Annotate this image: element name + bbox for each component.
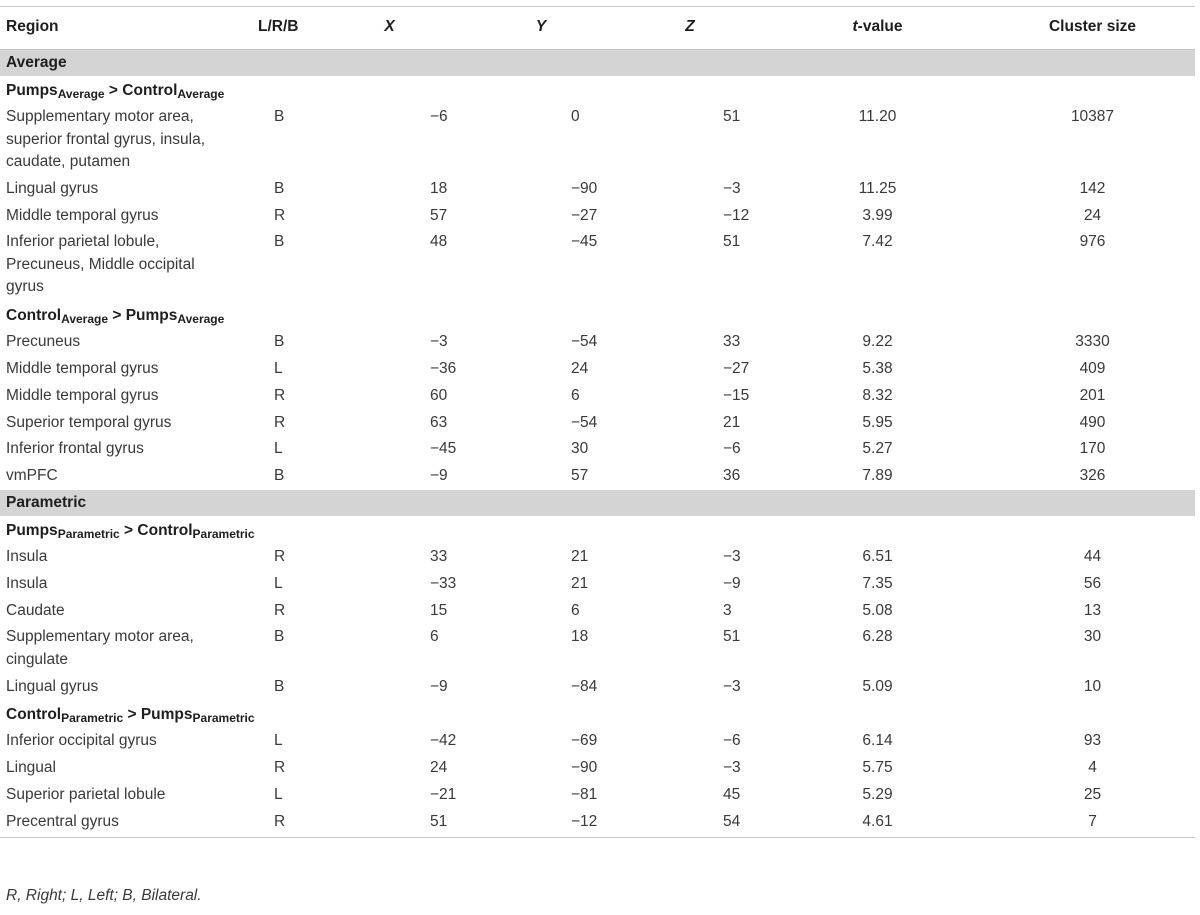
- cell-region: Insula: [6, 574, 48, 592]
- cell-x: −3: [430, 333, 448, 351]
- cell-lrb: R: [274, 547, 286, 565]
- contrast-operator: >: [108, 307, 126, 325]
- col-header-region: Region: [6, 17, 59, 35]
- cell-t-value: 5.75: [862, 759, 893, 777]
- cell-cluster-size: 7: [990, 809, 1195, 838]
- cell-lrb: B: [274, 333, 285, 351]
- cell-cluster-size: 24: [1083, 206, 1102, 224]
- cell-z: −15: [723, 386, 750, 404]
- cell-t-value: 6.51: [862, 547, 893, 565]
- table-row: [0, 728, 1195, 755]
- cell-cluster-size: 30: [1083, 628, 1102, 646]
- cell-x: 48: [430, 233, 448, 251]
- cell-cluster-size: 25: [1083, 786, 1102, 804]
- cell-z: 3: [723, 601, 732, 619]
- cell-y: −69: [571, 732, 598, 750]
- cell-lrb: R: [274, 759, 286, 777]
- cell-region: Insula: [6, 547, 48, 565]
- section-row: [0, 50, 1195, 77]
- cell-region: Inferior parietal lobule, Precuneus, Middle occipital gyrus: [6, 233, 195, 296]
- table-row: [0, 571, 1195, 598]
- col-header-t-italic: t: [852, 17, 858, 35]
- cell-t-value: 11.25: [858, 179, 897, 197]
- cell-x: −45: [430, 440, 457, 458]
- cell-y: −45: [571, 233, 598, 251]
- table-row: [0, 329, 1195, 356]
- cell-z: −6: [723, 440, 741, 458]
- cell-x: 57: [430, 206, 448, 224]
- contrast-operator: >: [123, 706, 141, 724]
- cell-y: −54: [571, 333, 598, 351]
- cell-region: Caudate: [6, 601, 65, 619]
- cell-y: 0: [571, 108, 580, 125]
- contrast-label: [0, 700, 1195, 728]
- cell-t-value: 5.95: [862, 413, 893, 431]
- cell-region: Lingual gyrus: [6, 179, 99, 197]
- cell-z: 33: [723, 333, 741, 351]
- table-row: [0, 809, 1195, 838]
- cell-x: −33: [430, 574, 457, 592]
- contrast-a: Control: [6, 307, 62, 325]
- cell-t-value: 6.14: [862, 732, 893, 750]
- contrast-a: Pumps: [6, 521, 58, 539]
- contrast-row: [0, 301, 1195, 329]
- cell-cluster-size: 10: [1083, 677, 1102, 695]
- cell-z: −12: [723, 206, 750, 224]
- section-label: Parametric: [0, 490, 1195, 516]
- contrast-label: [0, 301, 1195, 329]
- cell-z: 51: [723, 628, 741, 646]
- cell-cluster-size: 10387: [1070, 108, 1115, 125]
- cell-region: Middle temporal gyrus: [6, 386, 159, 404]
- cell-y: −54: [571, 413, 598, 431]
- cell-y: −84: [571, 677, 598, 695]
- cell-region: Superior parietal lobule: [6, 786, 166, 804]
- contrast-b-sub: Average: [177, 312, 225, 327]
- table-footnote: R, Right; L, Left; B, Bilateral.: [6, 887, 202, 904]
- cell-t-value: 9.22: [862, 333, 893, 351]
- cell-region: Supplementary motor area, cingulate: [6, 628, 194, 668]
- cell-z: −9: [723, 574, 741, 592]
- cell-x: 60: [430, 386, 448, 404]
- cell-cluster-size: 170: [1079, 440, 1106, 458]
- cell-t-value: 7.35: [862, 574, 893, 592]
- contrast-a-sub: Average: [57, 87, 105, 101]
- cell-x: 63: [430, 413, 448, 431]
- contrast-b: Pumps: [140, 706, 193, 724]
- cell-y: 21: [571, 574, 589, 592]
- cell-region: Middle temporal gyrus: [6, 359, 159, 377]
- col-header-x: X: [384, 17, 395, 35]
- cell-lrb: B: [274, 628, 285, 646]
- cell-z: 36: [723, 467, 741, 485]
- cell-lrb: B: [274, 179, 285, 197]
- contrast-b-sub: Average: [177, 87, 225, 101]
- header-row: [0, 7, 1195, 50]
- cell-lrb: L: [274, 359, 283, 377]
- cell-t-value: 3.99: [862, 206, 893, 224]
- cell-z: −3: [723, 547, 741, 565]
- cell-region: vmPFC: [6, 467, 58, 485]
- col-header-cluster-size: Cluster size: [1048, 17, 1136, 35]
- table-row: [0, 674, 1195, 701]
- contrast-operator: >: [104, 82, 123, 99]
- cell-cluster-size: 13: [1083, 601, 1102, 619]
- section-row: [0, 490, 1195, 516]
- col-header-z: Z: [685, 17, 695, 35]
- cell-cluster-size: 142: [1079, 179, 1106, 197]
- table-row: [0, 544, 1195, 571]
- cell-region: Lingual: [6, 759, 56, 777]
- cell-cluster-size: 44: [1083, 547, 1102, 565]
- cell-lrb: R: [274, 413, 286, 431]
- contrast-a: Pumps: [6, 82, 58, 99]
- cell-z: −3: [723, 179, 741, 197]
- contrast-b-sub: Parametric: [192, 711, 255, 726]
- cell-lrb: B: [274, 108, 285, 125]
- cell-t-value: 8.32: [862, 386, 893, 404]
- contrast-b: Control: [137, 521, 193, 539]
- cell-x: 18: [430, 179, 448, 197]
- table-row: [0, 104, 1195, 176]
- contrast-label: [0, 516, 1195, 544]
- table-row: [0, 463, 1195, 490]
- cell-region: Precuneus: [6, 333, 81, 351]
- cell-y: −90: [571, 179, 598, 197]
- cell-x: −42: [430, 732, 457, 750]
- cell-cluster-size: 490: [1079, 413, 1106, 431]
- col-header-lrb: L/R/B: [258, 17, 299, 35]
- cell-x: 51: [312, 809, 467, 838]
- cell-y: −90: [571, 759, 598, 777]
- cell-lrb: B: [274, 677, 285, 695]
- cell-region: Precentral gyrus: [0, 809, 252, 838]
- cell-y: 18: [571, 628, 589, 646]
- cell-lrb: R: [252, 809, 312, 838]
- contrast-row: [0, 516, 1195, 544]
- contrast-operator: >: [119, 521, 138, 539]
- cell-lrb: B: [274, 467, 285, 485]
- cell-x: −21: [430, 786, 457, 804]
- cell-x: −36: [430, 359, 457, 377]
- cell-cluster-size: 976: [1079, 233, 1106, 251]
- cell-y: 30: [571, 440, 589, 458]
- cell-z: −27: [723, 359, 750, 377]
- cell-region: Lingual gyrus: [6, 677, 99, 695]
- cell-y: −12: [467, 809, 615, 838]
- table-row: [0, 598, 1195, 625]
- cell-x: −6: [430, 108, 448, 125]
- cell-t-value: 7.42: [862, 233, 893, 251]
- cell-region: Superior temporal gyrus: [6, 413, 172, 431]
- cell-region: Inferior frontal gyrus: [6, 440, 144, 458]
- cell-cluster-size: 201: [1079, 386, 1106, 404]
- cell-t-value: 5.38: [862, 359, 893, 377]
- cell-x: −9: [430, 677, 448, 695]
- cell-z: 54: [615, 809, 765, 838]
- cell-x: 6: [430, 628, 439, 646]
- cell-y: 6: [571, 601, 580, 619]
- cell-cluster-size: 93: [1083, 732, 1102, 750]
- cell-z: 45: [723, 786, 741, 804]
- cell-cluster-size: 3330: [1075, 333, 1110, 351]
- contrast-row: [0, 76, 1195, 104]
- cell-cluster-size: 409: [1079, 359, 1106, 377]
- col-header-t-value: [765, 7, 990, 50]
- contrast-label: [0, 76, 1195, 104]
- cell-t-value: 5.09: [862, 677, 893, 695]
- table-row: [0, 410, 1195, 437]
- cell-lrb: L: [274, 786, 283, 804]
- cell-region: Inferior occipital gyrus: [6, 732, 157, 750]
- cell-t-value: 5.27: [862, 440, 893, 458]
- cell-z: −6: [723, 732, 741, 750]
- cell-cluster-size: 326: [1079, 467, 1106, 485]
- cell-lrb: R: [274, 386, 286, 404]
- cell-t-value: 5.29: [862, 786, 893, 804]
- col-header-t-rest: -value: [857, 17, 903, 35]
- cell-t-value: 6.28: [862, 628, 893, 646]
- cell-z: 51: [723, 233, 741, 251]
- results-table: [0, 6, 1195, 838]
- cell-lrb: R: [274, 206, 286, 224]
- cell-t-value: 4.61: [765, 809, 990, 838]
- col-header-y: Y: [535, 17, 547, 35]
- cell-z: 21: [723, 413, 741, 431]
- cell-region: Supplementary motor area, superior frontal gyrus, insula, caudate, putamen: [6, 108, 206, 170]
- cell-y: 57: [571, 467, 589, 485]
- contrast-a-sub: Parametric: [57, 526, 120, 541]
- cell-y: 6: [571, 386, 580, 404]
- cell-lrb: R: [274, 601, 286, 619]
- cell-lrb: L: [274, 574, 283, 592]
- table-body: [0, 50, 1195, 838]
- cell-x: 15: [430, 601, 448, 619]
- table-row: [0, 176, 1195, 203]
- table-row: [0, 624, 1195, 673]
- cell-x: 33: [430, 547, 448, 565]
- cell-lrb: B: [274, 233, 285, 251]
- table-row: [0, 755, 1195, 782]
- cell-z: −3: [723, 677, 741, 695]
- cell-cluster-size: 56: [1083, 574, 1102, 592]
- section-label: Average: [0, 50, 1195, 77]
- cell-x: −9: [430, 467, 448, 485]
- table-row: [0, 782, 1195, 809]
- table-row: [0, 356, 1195, 383]
- cell-y: 24: [571, 359, 589, 377]
- contrast-a: Control: [6, 706, 62, 724]
- contrast-b-sub: Parametric: [192, 526, 255, 541]
- contrast-a-sub: Average: [61, 312, 109, 327]
- contrast-row: [0, 700, 1195, 728]
- table-row: [0, 203, 1195, 230]
- cell-y: −81: [571, 786, 598, 804]
- table-row: [0, 436, 1195, 463]
- cell-t-value: 5.08: [862, 601, 893, 619]
- cell-x: 24: [430, 759, 448, 777]
- table-row: [0, 383, 1195, 410]
- cell-region: Middle temporal gyrus: [6, 206, 159, 224]
- cell-t-value: 11.20: [858, 108, 897, 125]
- cell-y: 21: [571, 547, 589, 565]
- cell-y: −27: [571, 206, 598, 224]
- contrast-b: Pumps: [125, 307, 178, 325]
- cell-lrb: L: [274, 440, 283, 458]
- cell-cluster-size: 4: [1088, 759, 1097, 777]
- cell-z: 51: [723, 108, 741, 125]
- cell-z: −3: [723, 759, 741, 777]
- contrast-b: Control: [122, 82, 178, 99]
- contrast-a-sub: Parametric: [61, 711, 124, 726]
- cell-t-value: 7.89: [862, 467, 893, 485]
- cell-lrb: L: [274, 732, 283, 750]
- table-row: [0, 229, 1195, 301]
